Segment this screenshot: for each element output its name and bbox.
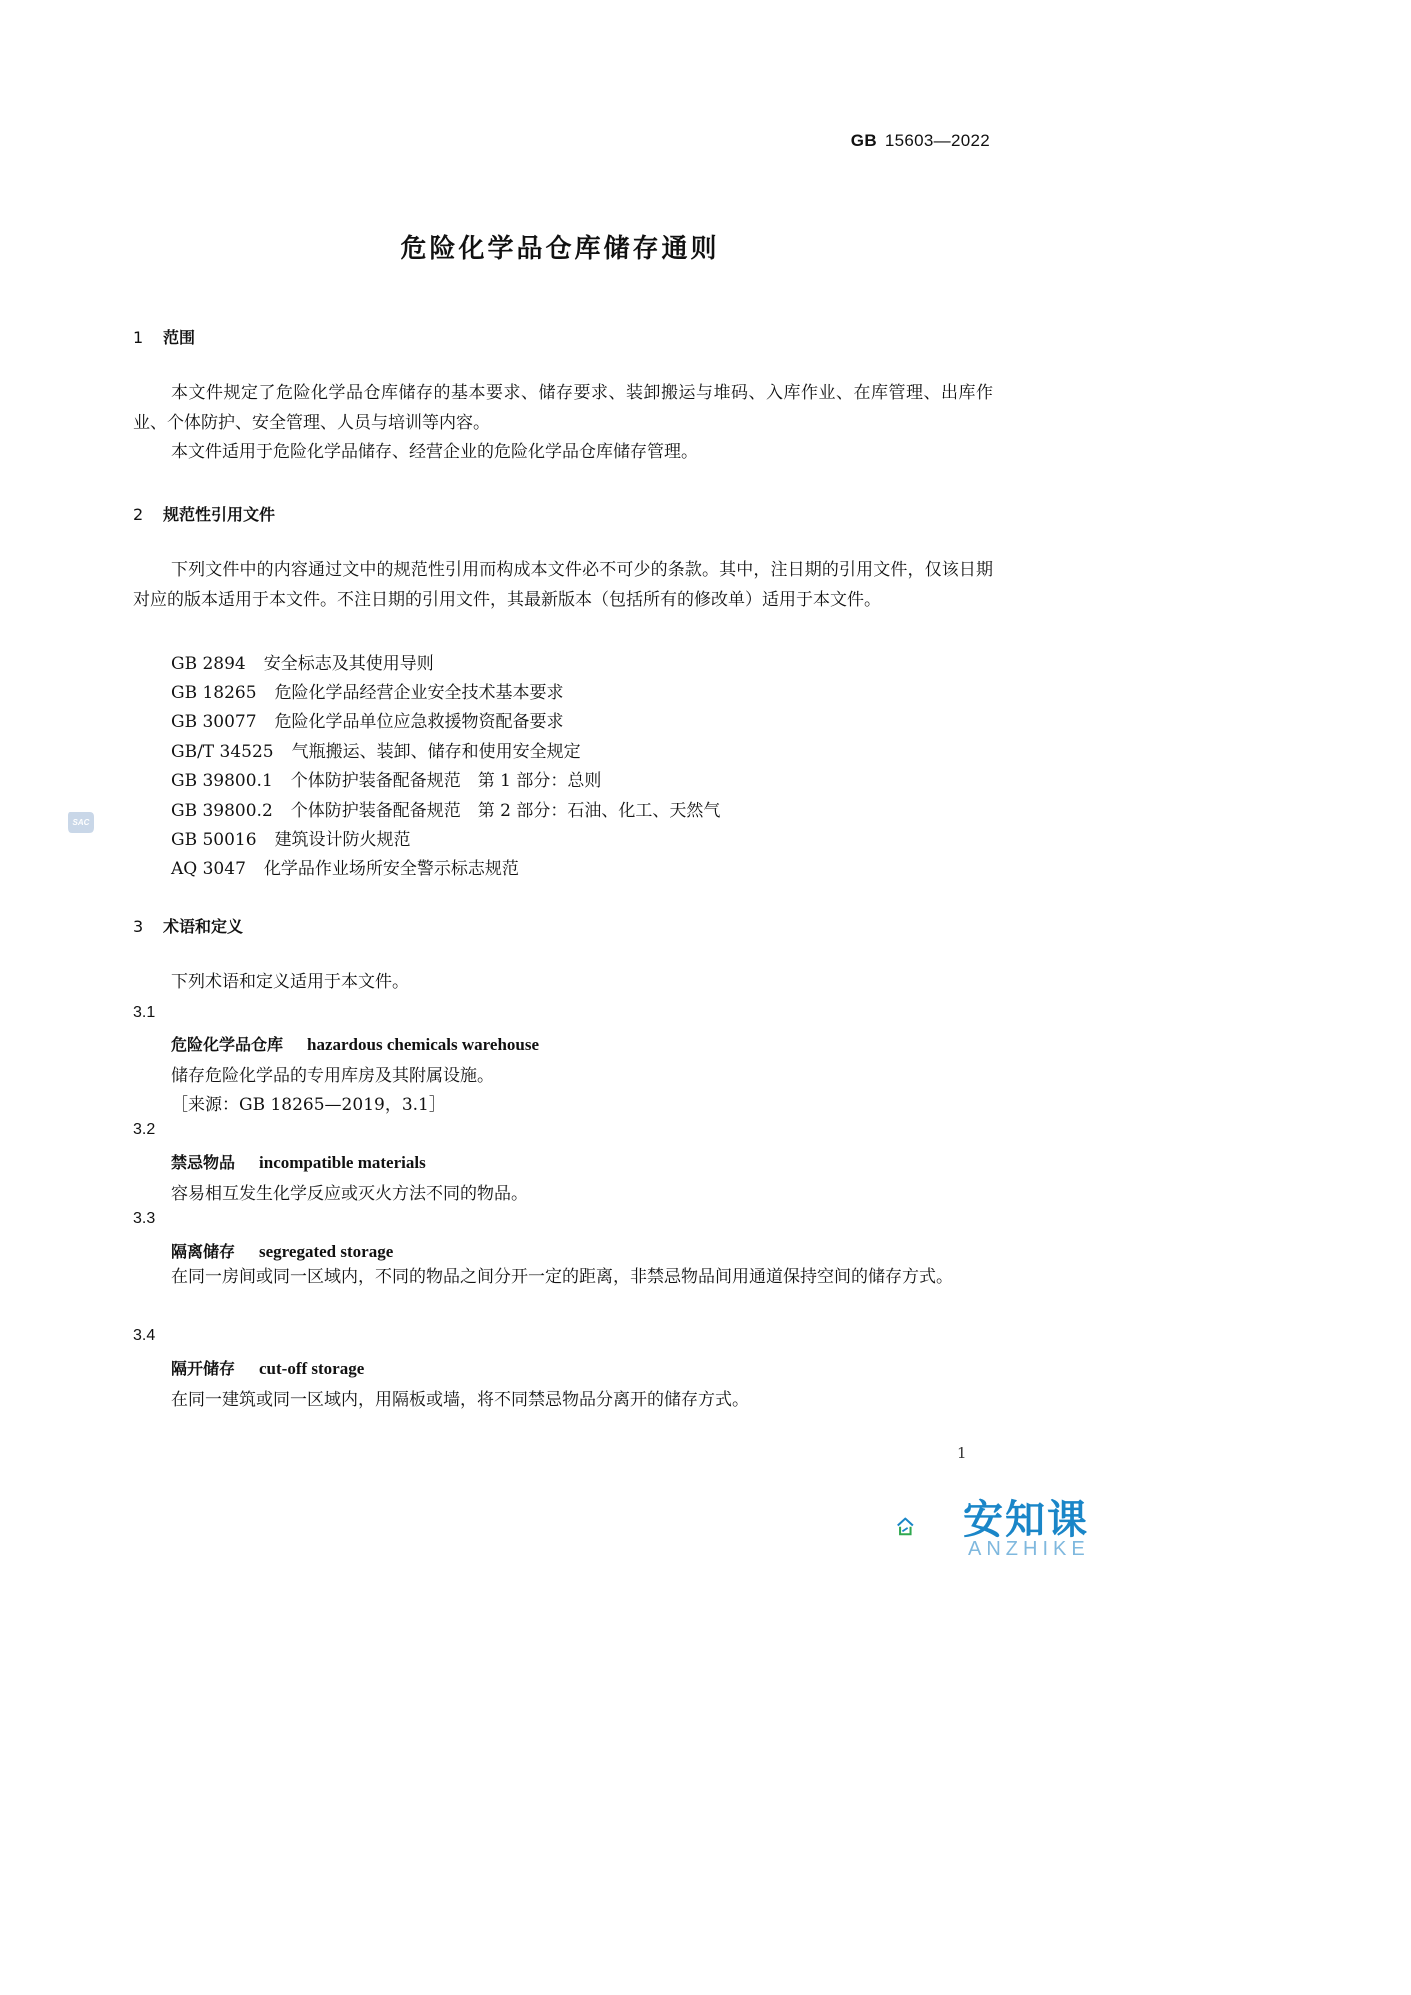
term-english: incompatible materials (259, 1153, 426, 1172)
term-english: cut-off storage (259, 1359, 365, 1378)
reference-title: 个体防护装备配备规范 第 1 部分：总则 (290, 771, 602, 791)
term-source: ［来源：GB 18265—2019，3.1］ (171, 1095, 446, 1115)
brand-name: 安知课 (963, 1497, 1089, 1543)
reference-item (171, 854, 519, 879)
document-title: 危险化学品仓库储存通则 (400, 234, 720, 264)
term-entry (171, 1239, 393, 1262)
reference-code: GB 39800.1 (171, 771, 273, 791)
sac-stamp-icon (66, 808, 96, 836)
section-number: 3 (133, 917, 144, 936)
page-number: 1 (957, 1444, 967, 1462)
reference-title: 化学品作业场所安全警示标志规范 (263, 859, 519, 879)
term-entry (171, 1150, 426, 1173)
term-number: 3.1 (133, 1004, 156, 1021)
paragraph: 下列术语和定义适用于本文件。 (171, 972, 409, 992)
standard-number: 15603—2022 (884, 131, 990, 150)
anzhike-logo-icon (896, 1492, 960, 1562)
reference-code: GB 2894 (171, 654, 246, 674)
term-definition: 容易相互发生化学反应或灭火方法不同的物品。 (171, 1184, 528, 1204)
paragraph: 下列文件中的内容通过文中的规范性引用而构成本文件必不可少的条款。其中，注日期的引用文件，仅该日期对应的版本适用于本文件。不注日期的引用文件，其最新版本（包括所有的修改单）适用于本文件。 (133, 560, 993, 610)
term-definition: 在同一建筑或同一区域内，用隔板或墙，将不同禁忌物品分离开的储存方式。 (171, 1390, 749, 1410)
term-definition: 储存危险化学品的专用库房及其附属设施。 (171, 1066, 494, 1086)
section-3-heading (133, 914, 243, 937)
term-entry (171, 1356, 364, 1379)
section-1-heading (133, 325, 195, 348)
term-chinese: 禁忌物品 (171, 1153, 236, 1172)
term-number: 3.4 (133, 1327, 156, 1344)
reference-code: GB 18265 (171, 683, 257, 703)
reference-code: GB 39800.2 (171, 801, 273, 821)
paragraph: 本文件适用于危险化学品储存、经营企业的危险化学品仓库储存管理。 (171, 442, 698, 462)
reference-title: 建筑设计防火规范 (274, 830, 411, 850)
reference-title: 个体防护装备配备规范 第 2 部分：石油、化工、天然气 (290, 801, 721, 821)
svg-text:SAC: SAC (72, 818, 90, 827)
term-number: 3.3 (133, 1210, 156, 1227)
reference-item (171, 766, 601, 791)
reference-item (171, 649, 434, 674)
term-chinese: 隔开储存 (171, 1359, 236, 1378)
term-chinese: 危险化学品仓库 (171, 1035, 284, 1054)
reference-item (171, 796, 720, 821)
section-number: 1 (133, 328, 144, 347)
term-definition: 在同一房间或同一区域内，不同的物品之间分开一定的距离，非禁忌物品间用通道保持空间的储存方式。 (171, 1267, 953, 1287)
reference-code: GB 30077 (171, 712, 257, 732)
section-title: 规范性引用文件 (163, 505, 276, 524)
term-entry (171, 1032, 539, 1055)
term-english: segregated storage (259, 1242, 394, 1261)
brand-name-en: ANZHIKE (968, 1538, 1090, 1560)
reference-title: 安全标志及其使用导则 (263, 654, 434, 674)
reference-title: 危险化学品单位应急救援物资配备要求 (274, 712, 564, 732)
reference-code: GB/T 34525 (171, 742, 274, 762)
reference-item (171, 707, 564, 732)
section-title: 范围 (163, 328, 196, 347)
term-english: hazardous chemicals warehouse (307, 1035, 540, 1054)
reference-item (171, 678, 564, 703)
reference-code: AQ 3047 (171, 859, 246, 879)
reference-title: 气瓶搬运、装卸、储存和使用安全规定 (291, 742, 581, 762)
term-chinese: 隔离储存 (171, 1242, 236, 1261)
standard-code (851, 131, 990, 151)
paragraph: 本文件规定了危险化学品仓库储存的基本要求、储存要求、装卸搬运与堆码、入库作业、在库管理、出库作业、个体防护、安全管理、人员与培训等内容。 (133, 383, 993, 433)
reference-item (171, 825, 411, 850)
reference-title: 危险化学品经营企业安全技术基本要求 (274, 683, 564, 703)
term-number: 3.2 (133, 1121, 156, 1138)
section-2-heading (133, 502, 275, 525)
reference-code: GB 50016 (171, 830, 257, 850)
standard-prefix: GB (850, 131, 877, 150)
section-number: 2 (133, 505, 144, 524)
reference-item (171, 737, 581, 762)
section-title: 术语和定义 (163, 917, 244, 936)
